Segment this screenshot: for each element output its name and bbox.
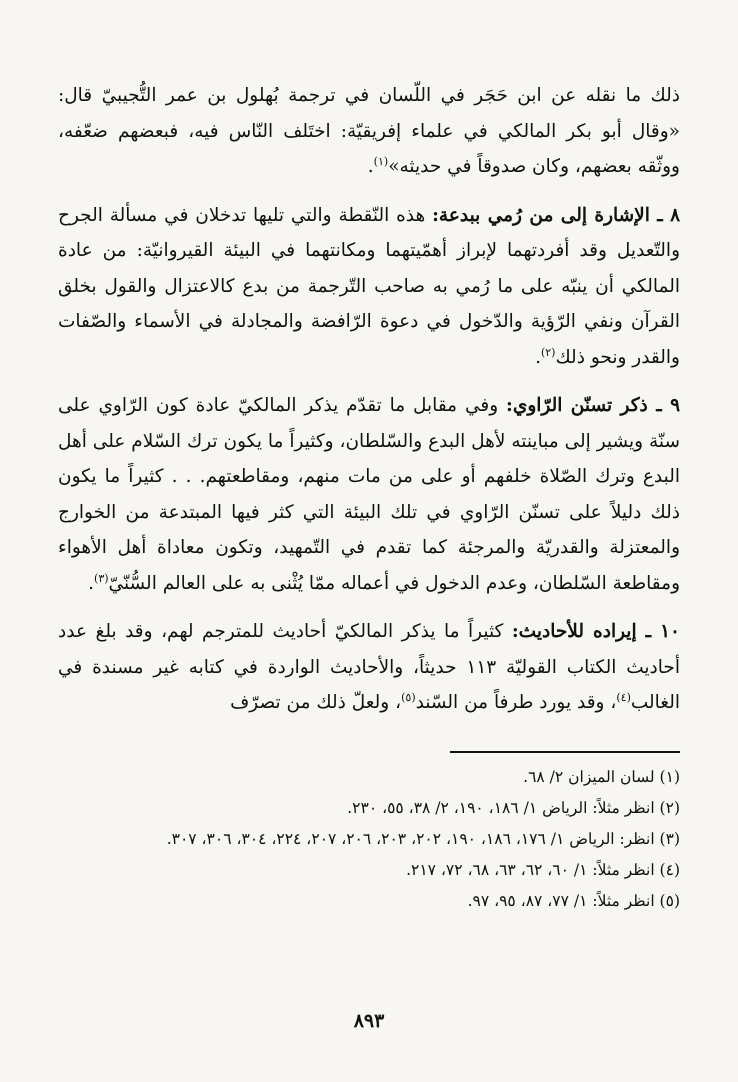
footnote: (٥) انظر مثلاً: ١/ ٧٧، ٨٧، ٩٥، ٩٧. (467, 891, 680, 910)
body-text (58, 78, 680, 721)
paragraph-heading: ٩ ـ ذكر تسنّن الرّاوي: (506, 395, 680, 416)
footnotes (58, 762, 680, 917)
paragraph (58, 78, 680, 185)
paragraph-heading: ٨ ـ الإشارة إلى من رُمي ببدعة: (432, 204, 680, 226)
paragraph-text: كثيراً ما يذكر المالكيّ أحاديث للمترجم لهم، وقد بلغ عدد أحاديث الكتاب القوليّة ١١٣ حديثاً، والأحاديث الواردة في كتابه غير مسندة في الغالب (58, 621, 680, 713)
footnote-reference: (٥) (401, 690, 416, 704)
footnote: (١) لسان الميزان ٢/ ٦٨. (523, 767, 680, 786)
paragraph-heading: ١٠ ـ إيراده للأحاديث: (511, 621, 680, 642)
paragraph (58, 614, 680, 721)
footnote: (٣) انظر: الرياض ١/ ١٧٦، ١٨٦، ١٩٠، ٢٠٢، ٢٠٣، ٢٠٦، ٢٠٧، ٢٢٤، ٣٠٤، ٣٠٦، ٣٠٧. (166, 829, 680, 848)
paragraph-text: وفي مقابل ما تقدّم يذكر المالكيّ عادة كون الرّاوي على سنّة ويشير إلى مباينته لأهل البدع والسّلطان، وكثيراً ما يكون ترك السّلام على أهل البدع وترك الصّلاة خلفهم أو على من مات منهم، ومقاطعتهم. . . كثيراً ما يكون ذلك دليلاً على تسنّن الرّاوي في تلك البيئة التي كثر فيها المبتدعة من الخوارج والمعتزلة والقدريّة والمرجئة كما تقدم في التّمهيد، وتكون معاداة أهل الأهواء ومقاطعة السّلطان، وعدم الدخول في أعماله ممّا يُثْنى به على العالم السُّنّيّ (58, 395, 680, 594)
footnote-reference: (٤) (616, 690, 631, 704)
page-number: ٨٩٣ (353, 1010, 385, 1032)
paragraph-text: ذلك ما نقله عن ابن حَجَر في اللّسان في ترجمة بُهلول بن عمر التُّجيبيّ قال: «وقال أبو بكر المالكي في علماء إفريقيّة: اختَلف النّاس فيه، فبعضهم ضعّفه، ووثّقه بعضهم، وكان صدوقاً في حديثه» (58, 85, 680, 177)
paragraph (58, 388, 680, 601)
footnote: (٤) انظر مثلاً: ١/ ٦٠، ٦٢، ٦٣، ٦٨، ٧٢، ٢١٧. (406, 860, 680, 879)
paragraph-text: هذه النّقطة والتي تليها تدخلان في مسألة الجرح والتّعديل وقد أفردتهما لإبراز أهمّيتهما ومكانتهما في البيئة القيروانيّة: من عادة المالكي أن ينبّه على ما رُمي به صاحب التّرجمة من بدع كالاعتزال والقول بخلق القرآن ونفي الرّؤية والدّخول في دعوة الرّافضة والمجادلة في الأسماء والصّفات والقدر ونحو ذلك (58, 204, 680, 368)
paragraph-text: . (535, 346, 541, 368)
paragraph-text: . (88, 572, 95, 594)
footnote: (٢) انظر مثلاً: الرياض ١/ ١٨٦، ١٩٠، ٢/ ٣٨، ٥٥، ٢٣٠. (347, 798, 680, 817)
paragraph-text: ، وقد يورد طرفاً من السّند (415, 692, 617, 713)
footnote-reference: (٢) (540, 345, 556, 359)
footnote-reference: (١) (373, 154, 389, 168)
footnote-reference: (٣) (94, 571, 109, 585)
paragraph-text: . (367, 156, 374, 177)
paragraph (58, 198, 680, 376)
paragraph-text: ، ولعلّ ذلك من تصرّف (230, 692, 402, 713)
footnote-separator (450, 751, 680, 753)
